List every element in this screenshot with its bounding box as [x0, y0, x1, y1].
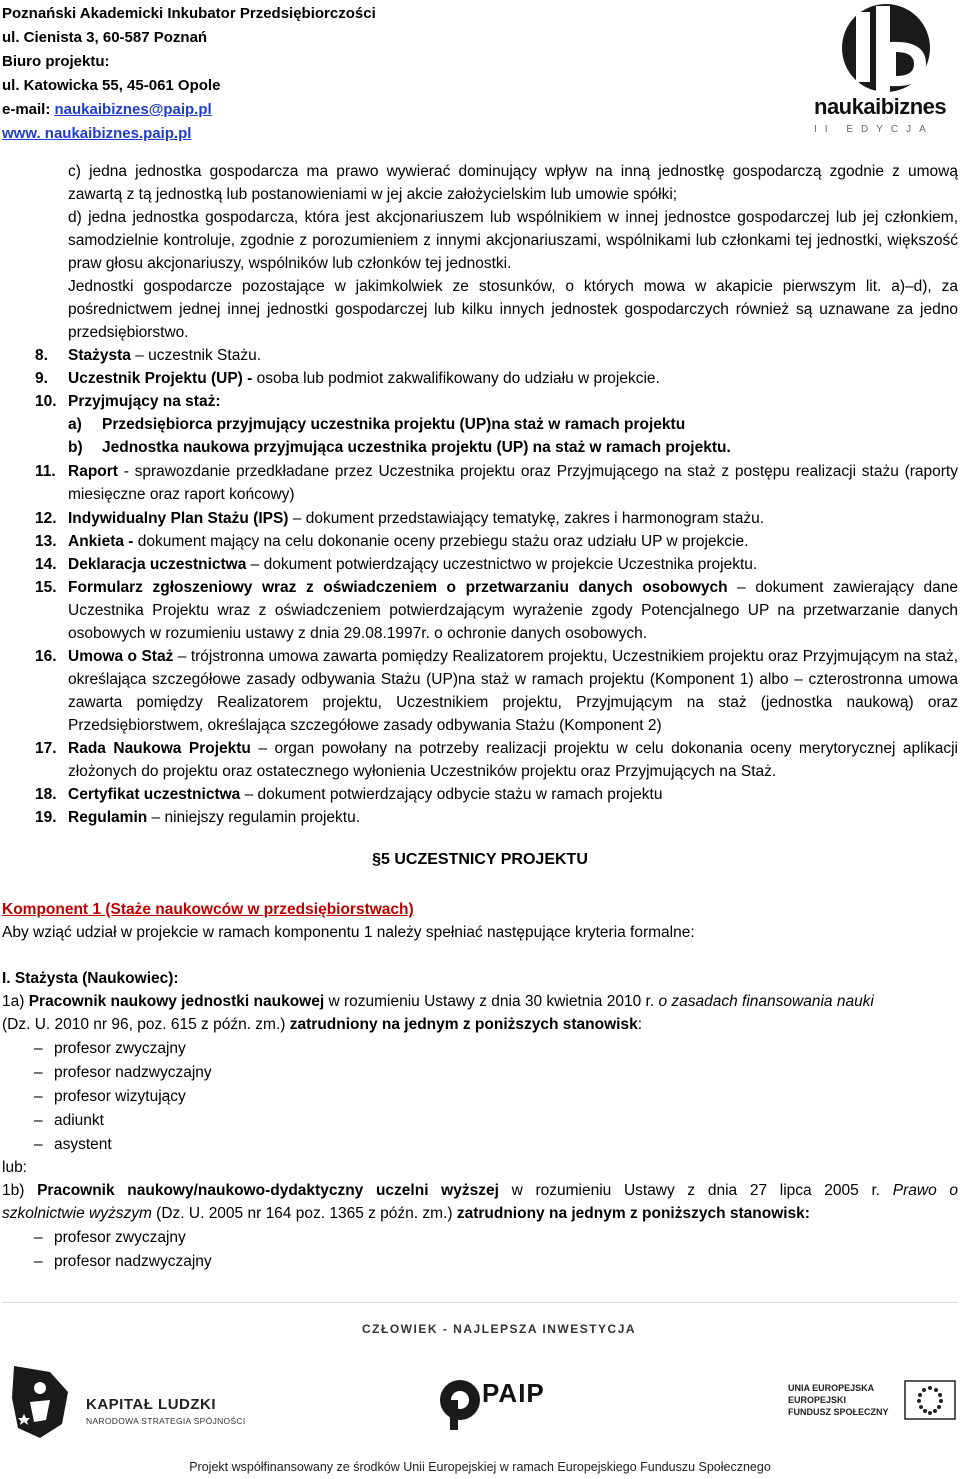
criterion-text: w rozumieniu Ustawy z dnia 27 lipca 2005 r.: [498, 1182, 893, 1199]
kl-subtitle: NARODOWA STRATEGIA SPÓJNOŚCI: [86, 1416, 246, 1426]
eu-line: UNIA EUROPEJSKA: [788, 1383, 875, 1393]
item-number: 12.: [35, 510, 57, 527]
item-separator: –: [240, 786, 258, 803]
criterion-text: (Dz. U. 2005 nr 164 poz. 1365 z późn. zm.): [151, 1205, 457, 1222]
item-term: Stażysta: [68, 347, 131, 364]
dash-icon: –: [34, 1229, 43, 1246]
kapital-ludzki-logo: [10, 1362, 270, 1452]
kl-title: KAPITAŁ LUDZKI: [86, 1396, 217, 1413]
criterion-text: (Dz. U. 2010 nr 96, poz. 615 z późn. zm.): [2, 1016, 290, 1033]
paragraph-c: c) jedna jednostka gospodarcza ma prawo wywierać dominujący wpływ na inną jednostkę gospodarczą zgodnie z umową zawartą z tą jednostką lub postanowieniami w jej akcie założycielskim lub umowie spółki;: [68, 163, 958, 203]
item-description: uczestnik Stażu.: [148, 347, 261, 364]
item-description: niniejszy regulamin projektu.: [164, 809, 361, 826]
criterion-1a: [2, 990, 958, 1013]
list-item: [34, 1109, 104, 1132]
list-item: [34, 1061, 212, 1084]
eu-flag-icon: [904, 1380, 956, 1420]
sub-item-a: [68, 413, 958, 436]
list-item: [34, 1037, 186, 1060]
dash-icon: –: [34, 1088, 43, 1105]
paip-logo: [436, 1366, 566, 1436]
nb-logo-mark-icon: [808, 2, 958, 94]
item-number: 11.: [35, 463, 56, 480]
item-separator: –: [246, 556, 264, 573]
item-number: 9.: [35, 370, 48, 387]
item-description: dokument potwierdzający uczestnictwo w projekcie Uczestnika projektu.: [263, 556, 758, 573]
website-line: [2, 122, 376, 146]
item-separator: –: [147, 809, 165, 826]
sub-text: Jednostka naukowa przyjmująca uczestnika projektu (UP) na staż w ramach projektu.: [102, 439, 731, 456]
item-term: Formularz zgłoszeniowy wraz z oświadczeniem o przetwarzaniu danych osobowych: [68, 579, 728, 596]
group-title: I. Stażysta (Naukowiec):: [2, 970, 179, 987]
criterion-1b: [2, 1179, 958, 1202]
dash-icon: –: [34, 1040, 43, 1057]
eu-logo: [786, 1380, 958, 1430]
email-prefix: e-mail:: [2, 101, 55, 118]
footer-divider: [2, 1302, 958, 1303]
item-separator: -: [117, 463, 135, 480]
criterion-italic: Prawo o: [892, 1182, 958, 1199]
item-number: 10.: [35, 393, 57, 410]
list-item-text: profesor zwyczajny: [54, 1040, 186, 1057]
component-link[interactable]: Komponent 1 (Staże naukowców w przedsiębiorstwach): [2, 901, 414, 918]
criterion-end: :: [637, 1016, 643, 1033]
email-link[interactable]: naukaibiznes@paip.pl: [54, 101, 212, 118]
address-main: ul. Cienista 3, 60-587 Poznań: [2, 29, 208, 46]
item-description: organ powołany na potrzeby realizacji projektu w celu dokonania oceny merytorycznej aplikacji złożonych do projektu oraz ostatecznego wyłonienia Uczestników projektu oraz Przyjmujących na Staż.: [68, 740, 959, 780]
dash-icon: –: [34, 1112, 43, 1129]
criterion-bold: zatrudniony na jednym z poniższych stanowisk:: [456, 1205, 810, 1222]
list-item-text: profesor wizytujący: [54, 1088, 186, 1105]
eu-text: [788, 1382, 889, 1418]
criterion-bold: Pracownik naukowy/naukowo-dydaktyczny uczelni wyższej: [37, 1182, 499, 1199]
item-term: Certyfikat uczestnictwa: [68, 786, 241, 803]
criterion-prefix: 1b): [2, 1182, 38, 1199]
component-heading: [2, 898, 958, 921]
item-description: dokument mający na celu dokonanie oceny przebiegu stażu oraz udziału UP w projekcie.: [137, 533, 749, 550]
logo-edition: II EDYCJA: [814, 124, 934, 135]
list-item-text: asystent: [54, 1136, 112, 1153]
criterion-prefix: 1a): [2, 993, 29, 1010]
website-link[interactable]: www. naukaibiznes.paip.pl: [2, 125, 192, 142]
naukaibiznes-logo: [808, 2, 958, 138]
criterion-bold: zatrudniony na jednym z poniższych stanowisk: [289, 1016, 638, 1033]
item-number: 17.: [35, 740, 57, 757]
item-term: Indywidualny Plan Stażu (IPS): [68, 510, 289, 527]
item-number: 8.: [35, 347, 48, 364]
item-number: 13.: [35, 533, 57, 550]
list-item-text: adiunkt: [54, 1112, 104, 1129]
item-term: Umowa o Staż: [68, 648, 174, 665]
item-description: sprawozdanie przedkładane przez Uczestnika projektu oraz Przyjmującego na staż z postępu realizacji stażu (raporty miesięczne oraz raport końcowy): [68, 463, 958, 503]
footer-slogan: CZŁOWIEK - NAJLEPSZA INWESTYCJA: [362, 1322, 637, 1336]
sub-label: b): [68, 439, 83, 456]
item-description: dokument potwierdzający odbycie stażu w ramach projektu: [257, 786, 663, 803]
item-number: 18.: [35, 786, 57, 803]
item-separator: –: [288, 510, 306, 527]
list-item-text: profesor nadzwyczajny: [54, 1064, 212, 1081]
item-separator: –: [173, 648, 191, 665]
email-line: [2, 98, 376, 122]
dash-icon: –: [34, 1253, 43, 1270]
list-item: [34, 1250, 212, 1273]
paragraph-linked-units: Jednostki gospodarcze pozostające w jakimkolwiek ze stosunków, o których mowa w akapicie pierwszym lit. a)–d), za pośrednictwem jednej innej jednostki gospodarczej lub kilku innych jednostek gospodarczych również są uznawane za jedno przedsiębiorstwo.: [68, 278, 958, 341]
sub-text: Przedsiębiorca przyjmujący uczestnika projektu (UP)na staż w ramach projektu: [102, 416, 686, 433]
criterion-1a-cont: [2, 1013, 958, 1036]
section-title: §5 UCZESTNICY PROJEKTU: [372, 851, 588, 868]
item-description: osoba lub podmiot zakwalifikowany do udziału w projekcie.: [256, 370, 660, 387]
paip-emblem-icon: [436, 1366, 480, 1436]
item-term: Regulamin: [68, 809, 148, 826]
paip-wordmark: PAIP: [482, 1378, 545, 1408]
item-separator: –: [130, 347, 149, 364]
or-label: lub:: [2, 1159, 27, 1176]
criterion-bold: Pracownik naukowy jednostki naukowej: [28, 993, 325, 1010]
list-item: [34, 1085, 186, 1108]
list-item: [34, 1133, 112, 1156]
item-number: 15.: [35, 579, 57, 596]
item-description: dokument przedstawiający tematykę, zakres i harmonogram stażu.: [305, 510, 765, 527]
criterion-1b-cont: [2, 1202, 958, 1225]
item-term: Uczestnik Projektu (UP) -: [68, 370, 253, 387]
list-item-text: profesor zwyczajny: [54, 1229, 186, 1246]
list-item: [34, 1226, 186, 1249]
kapital-ludzki-emblem-icon: [10, 1362, 74, 1442]
item-number: 14.: [35, 556, 57, 573]
sub-label: a): [68, 416, 82, 433]
item-term: Przyjmujący na staż:: [68, 393, 221, 410]
office-label: Biuro projektu:: [2, 53, 110, 70]
address-office: ul. Katowicka 55, 45-061 Opole: [2, 77, 221, 94]
funding-note: Projekt współfinansowany ze środków Unii Europejskiej w ramach Europejskiego Funduszu Społecznego: [189, 1460, 771, 1474]
item-description: dokument zawierający dane Uczestnika Projektu wraz z oświadczeniem potwierdzającym wyrażenie zgody Potencjalnego UP na przetwarzanie danych osobowych w rozumieniu ustawy z dnia 29.08.1997r. o ochronie danych osobowych.: [68, 579, 958, 642]
item-description: trójstronna umowa zawarta pomiędzy Realizatorem projektu, Uczestnikiem projektu oraz Przyjmującym na staż, określająca szczegółowe zasady odbywania Stażu (UP)na staż w ramach projektu (Komponent 1) albo – czterostronna umowa zawarta pomiędzy Realizatorem projektu, Uczestnikiem projektu, Przyjmującym na staż (jednostka naukową) oraz Przedsiębiorstwem, określająca szczegółowe zasady odbywania Stażu (Komponent 2): [68, 648, 958, 734]
item-separator: –: [250, 740, 275, 757]
item-term: Ankieta -: [68, 533, 134, 550]
eu-line: EUROPEJSKI: [788, 1395, 847, 1405]
criterion-text: w rozumieniu Ustawy z dnia 30 kwietnia 2010 r.: [324, 993, 659, 1010]
criterion-italic: szkolnictwie wyższym: [2, 1205, 152, 1222]
item-term: Deklaracja uczestnictwa: [68, 556, 247, 573]
dash-icon: –: [34, 1136, 43, 1153]
item-term: Rada Naukowa Projektu: [68, 740, 251, 757]
intro-text: Aby wziąć udział w projekcie w ramach komponentu 1 należy spełniać następujące kryteria formalne:: [2, 924, 695, 941]
letterhead: [2, 2, 376, 146]
item-term: Raport: [68, 463, 118, 480]
criterion-italic: o zasadach finansowania nauki: [658, 993, 874, 1010]
item-number: 16.: [35, 648, 57, 665]
paragraph-d: d) jedna jednostka gospodarcza, która jest akcjonariuszem lub wspólnikiem w innej jednostce gospodarczej lub jej członkiem, samodzielnie kontroluje, zgodnie z porozumieniem z innymi akcjonariuszami, wspólnikami lub członkami tej jednostki, większość praw głosu akcjonariuszy, wspólników lub członków tej jednostki.: [68, 209, 958, 272]
sub-item-b: [68, 436, 958, 459]
dash-icon: –: [34, 1064, 43, 1081]
org-name: Poznański Akademicki Inkubator Przedsiębiorczości: [2, 5, 376, 22]
item-separator: –: [727, 579, 756, 596]
item-number: 19.: [35, 809, 57, 826]
logo-wordmark: naukaibiznes: [814, 94, 947, 119]
eu-line: FUNDUSZ SPOŁECZNY: [788, 1407, 889, 1417]
list-item-text: profesor nadzwyczajny: [54, 1253, 212, 1270]
